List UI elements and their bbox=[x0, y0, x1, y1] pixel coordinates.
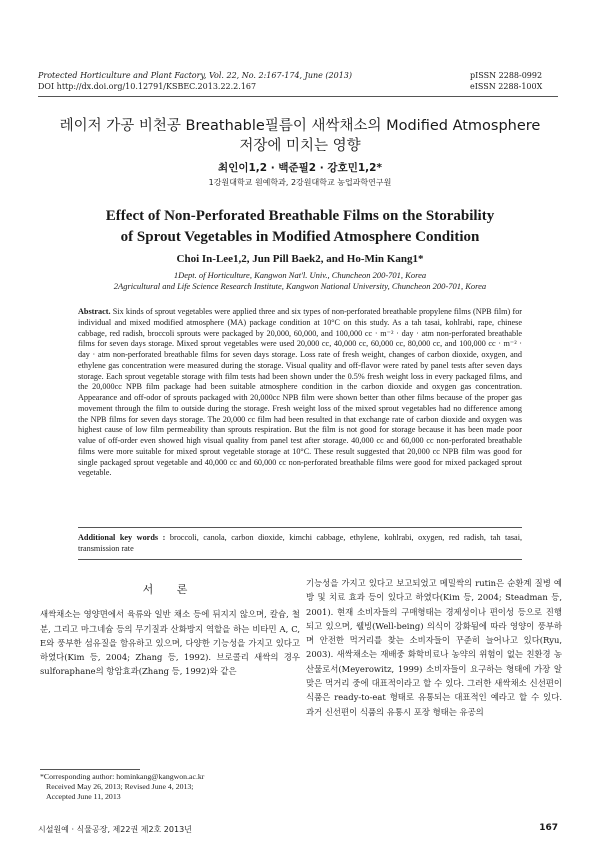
affiliation-1: 1Dept. of Horticulture, Kangwon Nat'l. Univ., Chuncheon 200-701, Korea bbox=[173, 270, 427, 280]
keywords-label: Additional key words : bbox=[78, 533, 166, 542]
korean-affiliation: 1강원대학교 원예학과, 2강원대학교 농업과학연구원 bbox=[208, 178, 392, 187]
keywords-text: broccoli, canola, carbon dioxide, kimchi cabbage, ethylene, kohlrabi, oxygen, red radish, tah tasai, transmission rate bbox=[78, 533, 523, 553]
abstract-text: Six kinds of sprout vegetables were applied three and six types of non-perforated breathable propylene films (NPB film) for individual and mixed modified atmosphere (MA) package condition at 10°C on this study. As a tah tasai, kohlrabi, rape, chinese cabbage, red radish, broccoli sprouts were packaged by 20,000, 60,000, and 100,000 cc · m⁻² · day · atm non-perforated breathable films for seven days storage. Mixed sprout vegetables were used 20,000 cc, 40,000 cc, 60,000 cc, 80,000 cc, and 100,000 cc · m⁻² · day · atm non-perforated breathable films for seven days storage. Loss rate of fresh weight, changes of carbon dioxide, oxygen, and ethylene gas concentration were measured during the storage. Visual quality and off-flavor were rated by panel tests after seven days storage. Each sprout vegetable storage with film tests had been shown under the 0.5% fresh weight loss in every packaged films, and the 20,000cc NPB film package had been suitable atmosphere condition in the carbon dioxide and oxygen gas concentration. Appearance and off-odor of sprouts packaged with 20,000cc NPB film were shown better than other films because of the proper gas movement through the film to outside during the storage. Fresh weight loss of the mixed sprout vegetables had no difference among the NPB films for seven days storage. The 20,000 cc film had been resulted in that exchange rate of carbon dioxide and oxygen was highest cause of low film permeability than sprouts respiration. But the film is not good for storage because it has been made poor value of off-order even showed high visual quality from panel test after storage. 40,000 cc and 60,000 cc non-perforated breathable films were more suitable for mixed sprout vegetable storage at 10°C. These result suggested that 20,000 cc NPB film was good for single packaged sprout vegetable and 40,000 cc and 60,000 cc non-perforated breathable films were good for mixed packaged sprout vegetable. bbox=[78, 307, 523, 478]
english-authors: Choi In-Lee1,2, Jun Pill Baek2, and Ho-Min Kang1* bbox=[176, 253, 424, 265]
english-title bbox=[40, 206, 560, 248]
abstract-rule bbox=[78, 527, 522, 528]
english-title-line2: of Sprout Vegetables in Modified Atmosphere Condition bbox=[120, 229, 480, 245]
english-title-line1: Effect of Non-Perforated Breathable Films on the Storability bbox=[105, 208, 495, 224]
intro-paragraph-right: 기능성을 가지고 있다고 보고되었고 메밀싹의 rutin은 순환계 질병 예방 및 치료 효과 등이 있다고 하였다(Kim 등, 2004; Steadman 등, 2001). 현재 소비자들의 구매형태는 경제성이나 편이성 등으로 진행되고 있으며, 웰빙(Well-being) 의식이 강화됨에 따라 영양이 풍부하며 안전한 먹거리를 찾는 소비자들이 꾸준히 늘어나고 있다(Ryu, 2003). 새싹채소는 재배중 화학비료나 농약의 위험이 없는 친환경 농산물로서(Meyerowitz, 1999) 소비자들이 요구하는 형태에 가장 알맞은 먹거리 중에 대표적이라고 할 수 있다. 그러한 새싹채소 신선편이 식품은 ready-to-eat 형태로 유통되는 대표적인 예라고 할 수 있다. 과거 신선편이 식품의 유통시 포장 형태는 유공의 bbox=[306, 578, 562, 717]
received-date: Received May 26, 2013; Revised June 4, 2013; bbox=[46, 782, 194, 792]
right-column bbox=[306, 576, 562, 719]
abstract-label: Abstract. bbox=[78, 307, 111, 316]
footer-journal: 시설원예 · 식물공장, 제22권 제2호 2013년 bbox=[38, 825, 192, 834]
korean-title-line1: 레이저 가공 비천공 Breathable필름이 새싹채소의 Modified Atmosphere bbox=[59, 118, 541, 134]
abstract bbox=[78, 307, 522, 479]
korean-title-line2: 저장에 미치는 영향 bbox=[239, 138, 361, 154]
corresponding-author: *Corresponding author: hominkang@kangwon.ac.kr bbox=[40, 772, 205, 781]
section-heading-intro: 서 론 bbox=[142, 583, 198, 596]
footnote bbox=[40, 772, 300, 803]
keywords-rule bbox=[78, 559, 522, 560]
eissn: eISSN 2288-100X bbox=[470, 82, 543, 91]
journal-citation: Protected Horticulture and Plant Factory, Vol. 22, No. 2:167-174, June (2013) bbox=[38, 71, 353, 80]
page-footer bbox=[38, 824, 558, 835]
doi-line[interactable]: DOI http://dx.doi.org/10.12791/KSBEC.2013.22.2.167 bbox=[38, 82, 257, 91]
korean-authors: 최인이1,2 · 백준필2 · 강호민1,2* bbox=[218, 162, 382, 174]
page-number: 167 bbox=[539, 823, 558, 833]
accepted-date: Accepted June 11, 2013 bbox=[46, 792, 121, 802]
pissn: pISSN 2288-0992 bbox=[470, 71, 543, 80]
footnote-rule bbox=[40, 769, 140, 770]
korean-title bbox=[40, 116, 560, 156]
keywords bbox=[78, 533, 522, 554]
header-rule bbox=[38, 96, 558, 97]
english-affiliation bbox=[50, 270, 550, 292]
affiliation-2: 2Agricultural and Life Science Research Institute, Kangwon National University, Chuncheon 200-701, Korea bbox=[113, 281, 487, 291]
left-column bbox=[40, 583, 300, 679]
intro-paragraph-left: 새싹채소는 영양면에서 육류와 일반 채소 등에 뒤지지 않으며, 칼슘, 철분, 그리고 마그네슘 등의 무기질과 산화방지 역할을 하는 비타민 A, C, E와 풍부한 섬유질을 함유하고 있으며, 다양한 기능성을 가지고 있다고 하였다(Kim 등, 2004; Zhang 등, 1992). 브로콜리 새싹의 경우 sulforaphane의 항암효과(Zhang 등, 1992)와 같은 bbox=[40, 609, 300, 677]
